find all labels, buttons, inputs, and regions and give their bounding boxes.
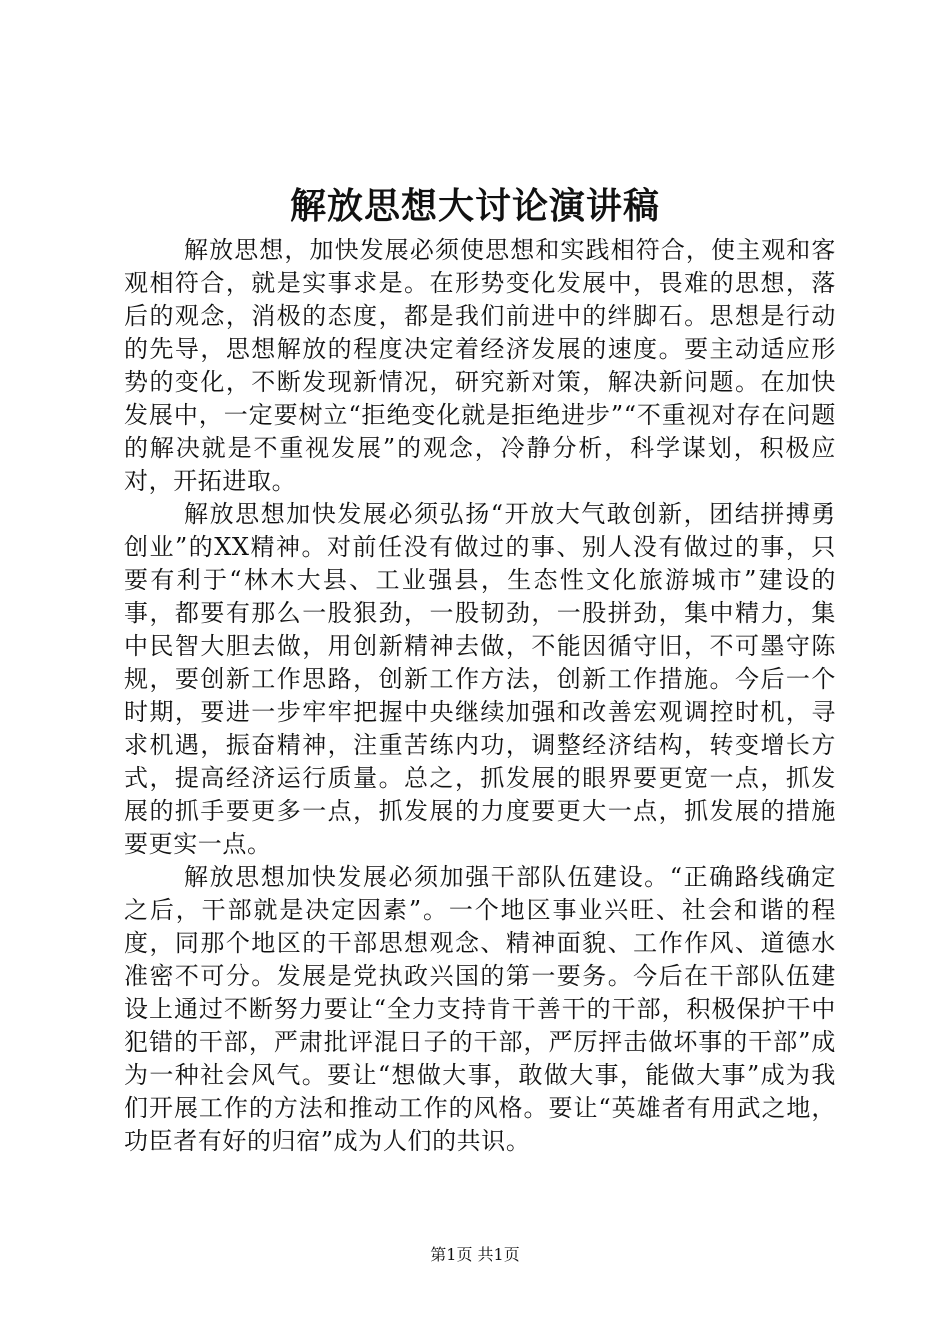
page-footer: 第1页 共1页 (430, 1245, 520, 1264)
paragraph-1: 解放思想，加快发展必须使思想和实践相符合，使主观和客观相符合，就是实事求是。在形势变化发展中，畏难的思想，落后的观念，消极的态度，都是我们前进中的绊脚石。思想是行动的先导，思想解放的程度决定着经济发展的速度。要主动适应形势的变化，不断发现新情况，研究新对策，解决新问题。在加快发展中，一定要树立“拒绝变化就是拒绝进步”“不重视对存在问题的解决就是不重视发展”的观念，冷静分析，科学谋划，积极应对，开拓进取。 (124, 236, 836, 495)
paragraph-2: 解放思想加快发展必须弘扬“开放大气敢创新，团结拼搏勇创业”的XX精神。对前任没有做过的事、别人没有做过的事，只要有利于“林木大县、工业强县，生态性文化旅游城市”建设的事，都要有那么一股狠劲，一股韧劲，一股拼劲，集中精力，集中民智大胆去做，用创新精神去做，不能因循守旧，不可墨守陈规，要创新工作思路，创新工作方法，创新工作措施。今后一个时期，要进一步牢牢把握中央继续加强和改善宏观调控时机，寻求机遇，振奋精神，注重苦练内功，调整经济结构，转变增长方式，提高经济运行质量。总之，抓发展的眼界要更宽一点，抓发展的抓手要更多一点，抓发展的力度要更大一点，抓发展的措施要更实一点。 (124, 500, 836, 858)
paragraph-3: 解放思想加快发展必须加强干部队伍建设。“正确路线确定之后，干部就是决定因素”。一个地区事业兴旺、社会和谐的程度，同那个地区的干部思想观念、精神面貌、工作作风、道德水准密不可分。发展是党执政兴国的第一要务。今后在干部队伍建设上通过不断努力要让“全力支持肯干善干的干部，积极保护干中犯错的干部，严肃批评混日子的干部，严厉抨击做坏事的干部”成为一种社会风气。要让“想做大事，敢做大事，能做大事”成为我们开展工作的方法和推动工作的风格。要让“英雄者有用武之地，功臣者有好的归宿”成为人们的共识。 (124, 863, 836, 1155)
document-body (124, 234, 836, 1158)
document-title: 解放思想大讨论演讲稿 (289, 185, 660, 227)
